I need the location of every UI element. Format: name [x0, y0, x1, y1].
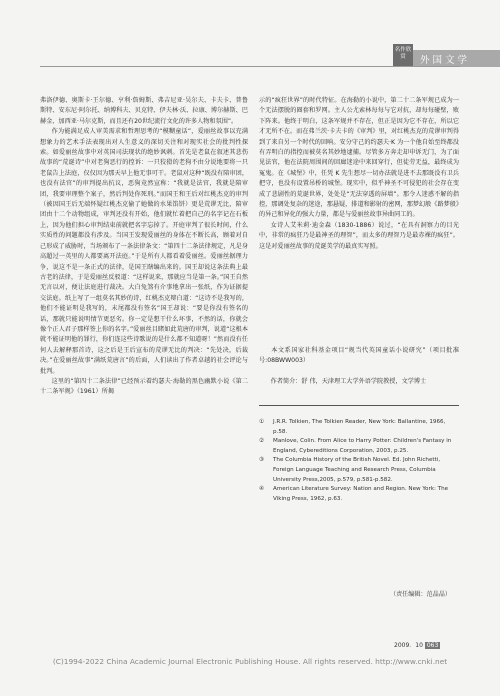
- paragraph: 作为能满足成人审美需求和哲理思考的“模糊童话”，爱丽丝故事以充满想象力的艺术手法表现出对人生意义的深切关注和对现实社会的批判性探索。如爱丽丝故事中对英国司法现状的绝妙讽刺。首先是老鼠在叙述其悲伤故事的“荒诞诗”中对老狗恶行的控诉：一只狡猾的老狗不由分说地要将一只老鼠告上法庭，仅仅因为那天早上他无事可干。老鼠对这种“既没有陪审团，也没有法官”的审判提出抗议，恶狗竟然宣称：“我就是法官，我就是陪审团，我要审理整个案子，然后判处你死刑。”而国王和王后对红桃杰克的审判（被因国王后无端怀疑红桃杰克偷了她做的水果馅饼）更是荒谬无比，陪审团由十二个动物组成，审判还没有开始，他们就忙着把自己的名字记在石板上，因为他们担心审判结束前就把名字忘掉了。开庭审判了很长时间，什么实质性的问题都没有涉及。当国王发现爱丽丝的身体在不断长高，顾着对自己形成了威胁时，当场颁布了一条法律条文：“第四十二条法律规定，凡是身高超过一英里的人都要离开法庭。”于是所有人都看着爱丽丝。爱丽丝据理力争，说这不是一条正式的法律，是国王瞎编出来的。国王却说这条法典上最古老的法律，于是爱丽丝反驳道：“这样说来，那就应当是第一条。”国王自然无言以对，便让法庭进行裁决。大白兔煞有介事地拿出一张纸，作为证据提交法庭。纸上写了一组莫名其妙的诗，红桃杰克辩白道：“这诗不是我写的，他们不能证明是我写的，末尾都没有签名”国王却说：“要是你没有签名的话，那就只能说明情节更恶劣。你一定是想干什么坏事，不然的话，你就会像个正人君子那样签上你的名字。”爱丽丝目睹如此荒唐的审判，说道“这根本就不能证明他的罪行，你们连这些诗歌说的是什么都不知道呀！”然而没有任何人去解释那首诗，这之后是王后宣布的荒谬无比的判决：“先处决，后裁决。”在爱丽丝故事“满纸荒唐言”的后面，人们读出了作者卓越的社会评论与批判。: [40, 128, 248, 375]
- footnote: ③ The Columbia History of the British Novel. Ed. John Richetti, Foreign Language Teaching and Research Press, Columbia University Press,2005, p.579, p.581-p.582.: [259, 457, 441, 483]
- header-divider: [40, 66, 460, 67]
- page-number: [394, 640, 440, 649]
- paragraph: 示的“疯狂世界”的时代特征。在海勒的小说中，第二十二条军规已成为一个无法摆脱的圈套和罗网。主人公尤索林每每与它对抗，却每每碰壁，败下阵来。他终于明白，这条军规并不存在，但正是因为它不存在，所以它才无所不在。而在弗兰茨·卡夫卡的《审判》里，对红桃杰克的荒谬审判得到了来自另一个时代的回响。安分守己的约瑟夫·K 为一个他自始至终都没有弄明白的指控而被莫名其妙地逮捕。尽管多方奔走却申诉无门，为了面见法官，他在法院周围间的回廊迷途中来回穿行，但徒劳无益，最终成为冤鬼。在《城堡》中，任凭 K 先生想尽一切办法就是进不去那既没有卫兵把守，也没有设置吊桥的城堡。现实中，似乎神圣不可侵犯的社会存在变成了悲剧性的荒诞世界，处处是“无法穿透的屏墙”。那令人迷惑不解的指控，那调处复杂的迷途，那悬疑，排道和影射的密网，那梦幻般《路梦般》的异己和异化的强大力量，都是与爱丽丝故事异曲同工的。: [259, 97, 459, 219]
- footnote: ① J.R.R. Tolkien, The Tolkien Reader, New York: Ballantine, 1966, p.58.: [259, 419, 446, 435]
- footnote: ④ American Literature Survey: Nation and Region. New York: The Viking Press, 1962, p.63.: [259, 486, 449, 502]
- fund-note: 本文系国家社科基金项目“规当代英国童话小说研究”（项目批准号:08BWW003）: [259, 347, 459, 365]
- notes-divider: [259, 405, 459, 406]
- issue-date: 2009．10: [394, 642, 423, 649]
- page-number-box: 063: [426, 642, 439, 649]
- paragraph: 女诗人艾米莉·迪金森（1830-1886）说过，“在具有洞察力的目光中，非常的疯狂乃是最神圣的理智”，而太多的理智乃是最赤裸的疯狂”。这是对爱丽丝故事的荒诞美学的最真实写照。: [259, 221, 459, 250]
- left-column: [40, 96, 248, 398]
- section-badge: 名作欣赏: [393, 44, 413, 66]
- paragraph: 这里的“第四十二条法律”已经预示着约瑟夫·海勒的黑色幽默小说《第二十二条军规》（1961）所揭: [40, 377, 248, 396]
- section-title: 外国文学: [420, 55, 471, 66]
- paragraph: 弗洛伊德、奥斯卡·王尔德、亨利·詹姆斯、弗吉尼亚·吴尔夫、卡夫卡、普鲁斯特、安东尼·阿尔托、纳博科夫、贝克特、伊夫林·沃、拉康、博尔赫斯、巴赫金、加西亚·马尔克斯，而且还有20世纪流行文化的许多人物和氛围”。: [40, 97, 248, 125]
- editor-credit: （责任编辑：范晶晶）: [390, 591, 451, 598]
- right-column: [259, 96, 459, 252]
- footnotes: [259, 418, 459, 504]
- author-bio: 作者简介：舒 伟，天津理工大学外语学院教授，文学博士: [270, 378, 427, 385]
- footnote: ② Manlove, Colin. From Alice to Harry Potter: Children's Fantasy in England, Cybereditions Corporation, 2003, p.25.: [259, 438, 452, 454]
- copyright-footer: (C)1994-2022 China Academic Journal Electronic Publishing House. All rights reserved. http://www.cnki.net: [52, 657, 448, 666]
